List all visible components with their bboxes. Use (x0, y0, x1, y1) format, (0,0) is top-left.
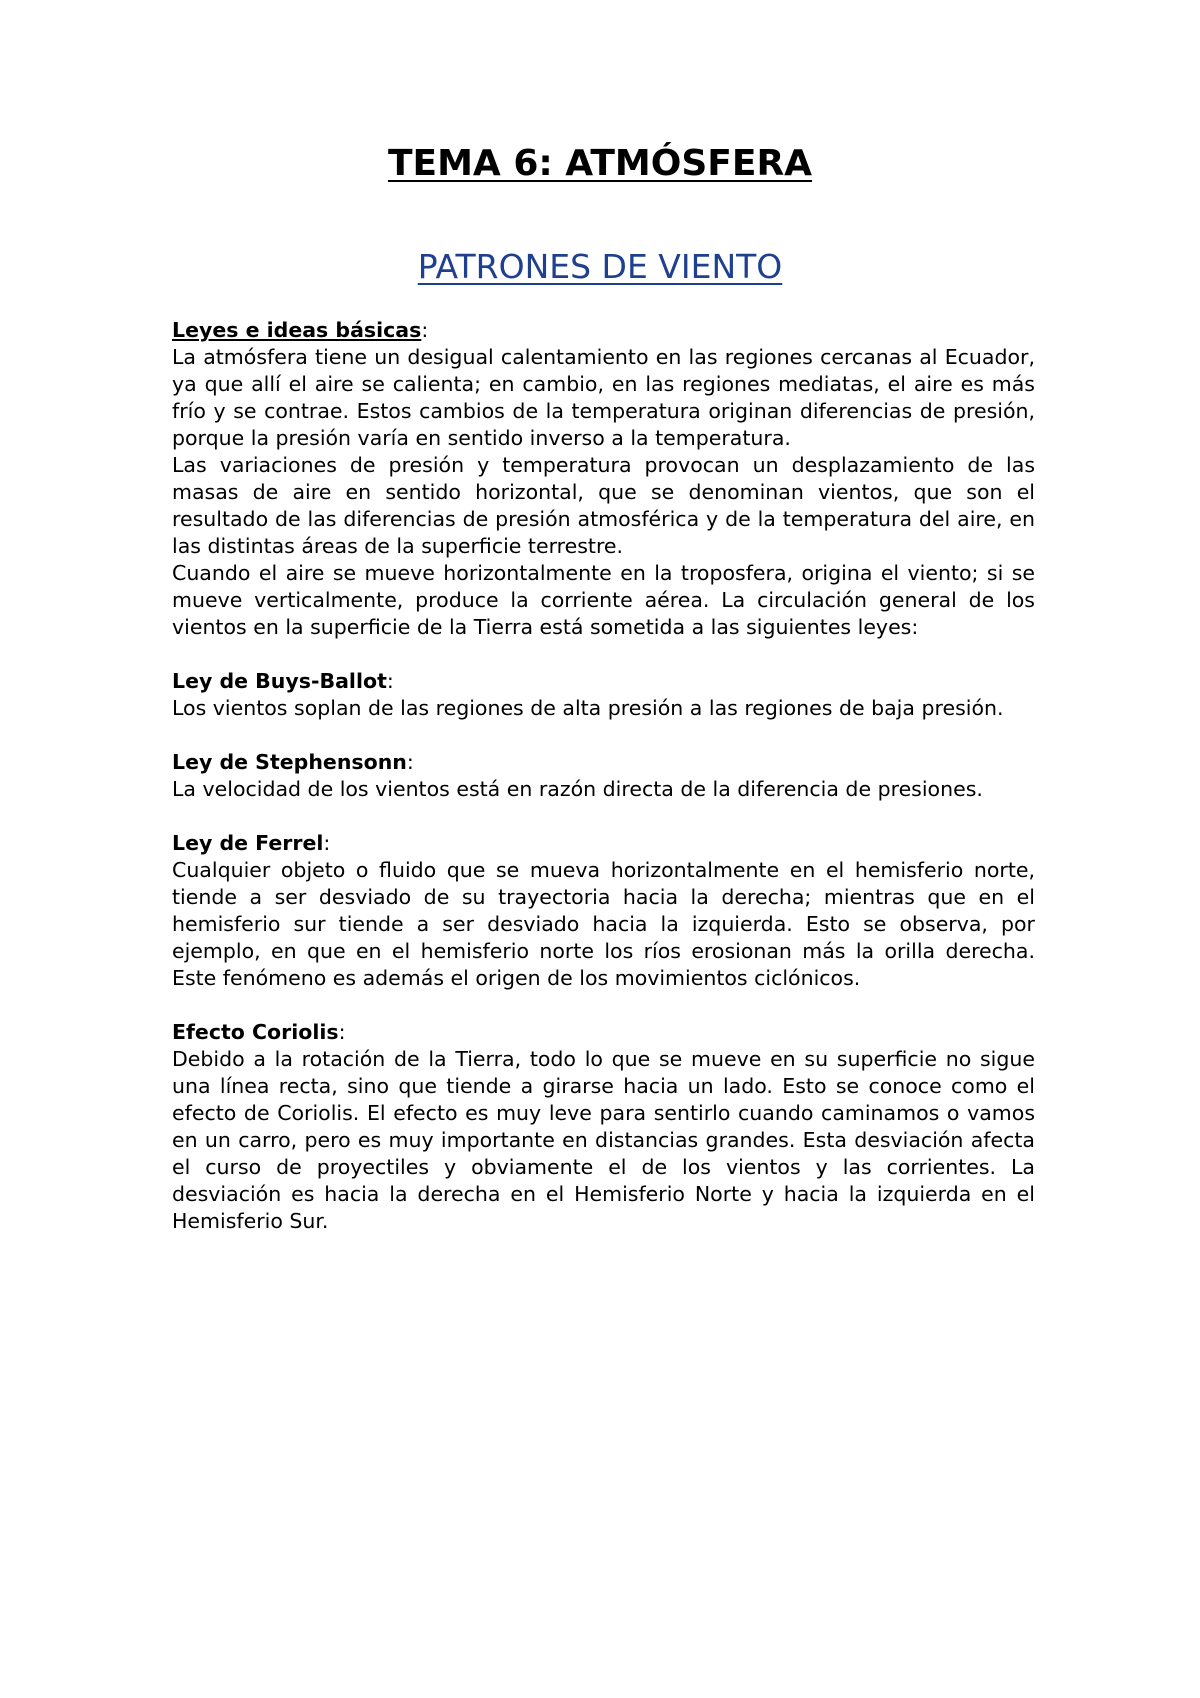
section-heading: Ley de Stephensonn: (172, 750, 414, 774)
section-heading-text: Leyes e ideas básicas (172, 318, 422, 342)
spacer (172, 722, 1035, 749)
section-heading: Efecto Coriolis: (172, 1020, 346, 1044)
section-heading: Leyes e ideas básicas: (172, 318, 429, 342)
paragraph: Debido a la rotación de la Tierra, todo lo que se mueve en su superficie no sigue una línea recta, sino que tiende a girarse hacia un lado. Esto se conoce como el efecto de Coriolis. El efecto es muy leve para sentirlo cuando caminamos o vamos en un carro, pero es muy importante en distancias grandes. Esta desviación afecta el curso de proyectiles y obviamente el de los vientos y las corrientes. La desviación es hacia la derecha en el Hemisferio Norte y hacia la izquierda en el Hemisferio Sur. (172, 1047, 1035, 1233)
spacer (172, 992, 1035, 1019)
section-heading-text: Ley de Buys-Ballot (172, 669, 387, 693)
section-heading: Ley de Ferrel: (172, 831, 331, 855)
paragraph: La atmósfera tiene un desigual calentamiento en las regiones cercanas al Ecuador, ya que allí el aire se calienta; en cambio, en las regiones mediatas, el aire es más frío y se contrae. Estos cambios de la temperatura originan diferencias de presión, porque la presión varía en sentido inverso a la temperatura. (172, 345, 1035, 450)
paragraph: La velocidad de los vientos está en razón directa de la diferencia de presiones. (172, 777, 983, 801)
paragraph: Las variaciones de presión y temperatura provocan un desplazamiento de las masas de aire en sentido horizontal, que se denominan vientos, que son el resultado de las diferencias de presión atmosférica y de la temperatura del aire, en las distintas áreas de la superficie terrestre. (172, 453, 1035, 558)
section-heading-text: Efecto Coriolis (172, 1020, 339, 1044)
document-title: TEMA 6: ATMÓSFERA (387, 143, 813, 184)
paragraph: Cuando el aire se mueve horizontalmente en la troposfera, origina el viento; si se mueve verticalmente, produce la corriente aérea. La circulación general de los vientos en la superficie de la Tierra está sometida a las siguientes leyes: (172, 561, 1035, 639)
document-body (172, 317, 1035, 1235)
section-heading: Ley de Buys-Ballot: (172, 669, 394, 693)
section-heading-text: Ley de Ferrel (172, 831, 324, 855)
document-subtitle: PATRONES DE VIENTO (417, 247, 783, 286)
spacer (172, 641, 1035, 668)
section-heading-text: Ley de Stephensonn (172, 750, 407, 774)
spacer (172, 803, 1035, 830)
paragraph: Cualquier objeto o fluido que se mueva horizontalmente en el hemisferio norte, tiende a ser desviado de su trayectoria hacia la derecha; mientras que en el hemisferio sur tiende a ser desviado hacia la izquierda. Esto se observa, por ejemplo, en que en el hemisferio norte los ríos erosionan más la orilla derecha. Este fenómeno es además el origen de los movimientos ciclónicos. (172, 858, 1035, 990)
paragraph: Los vientos soplan de las regiones de alta presión a las regiones de baja presión. (172, 696, 1004, 720)
